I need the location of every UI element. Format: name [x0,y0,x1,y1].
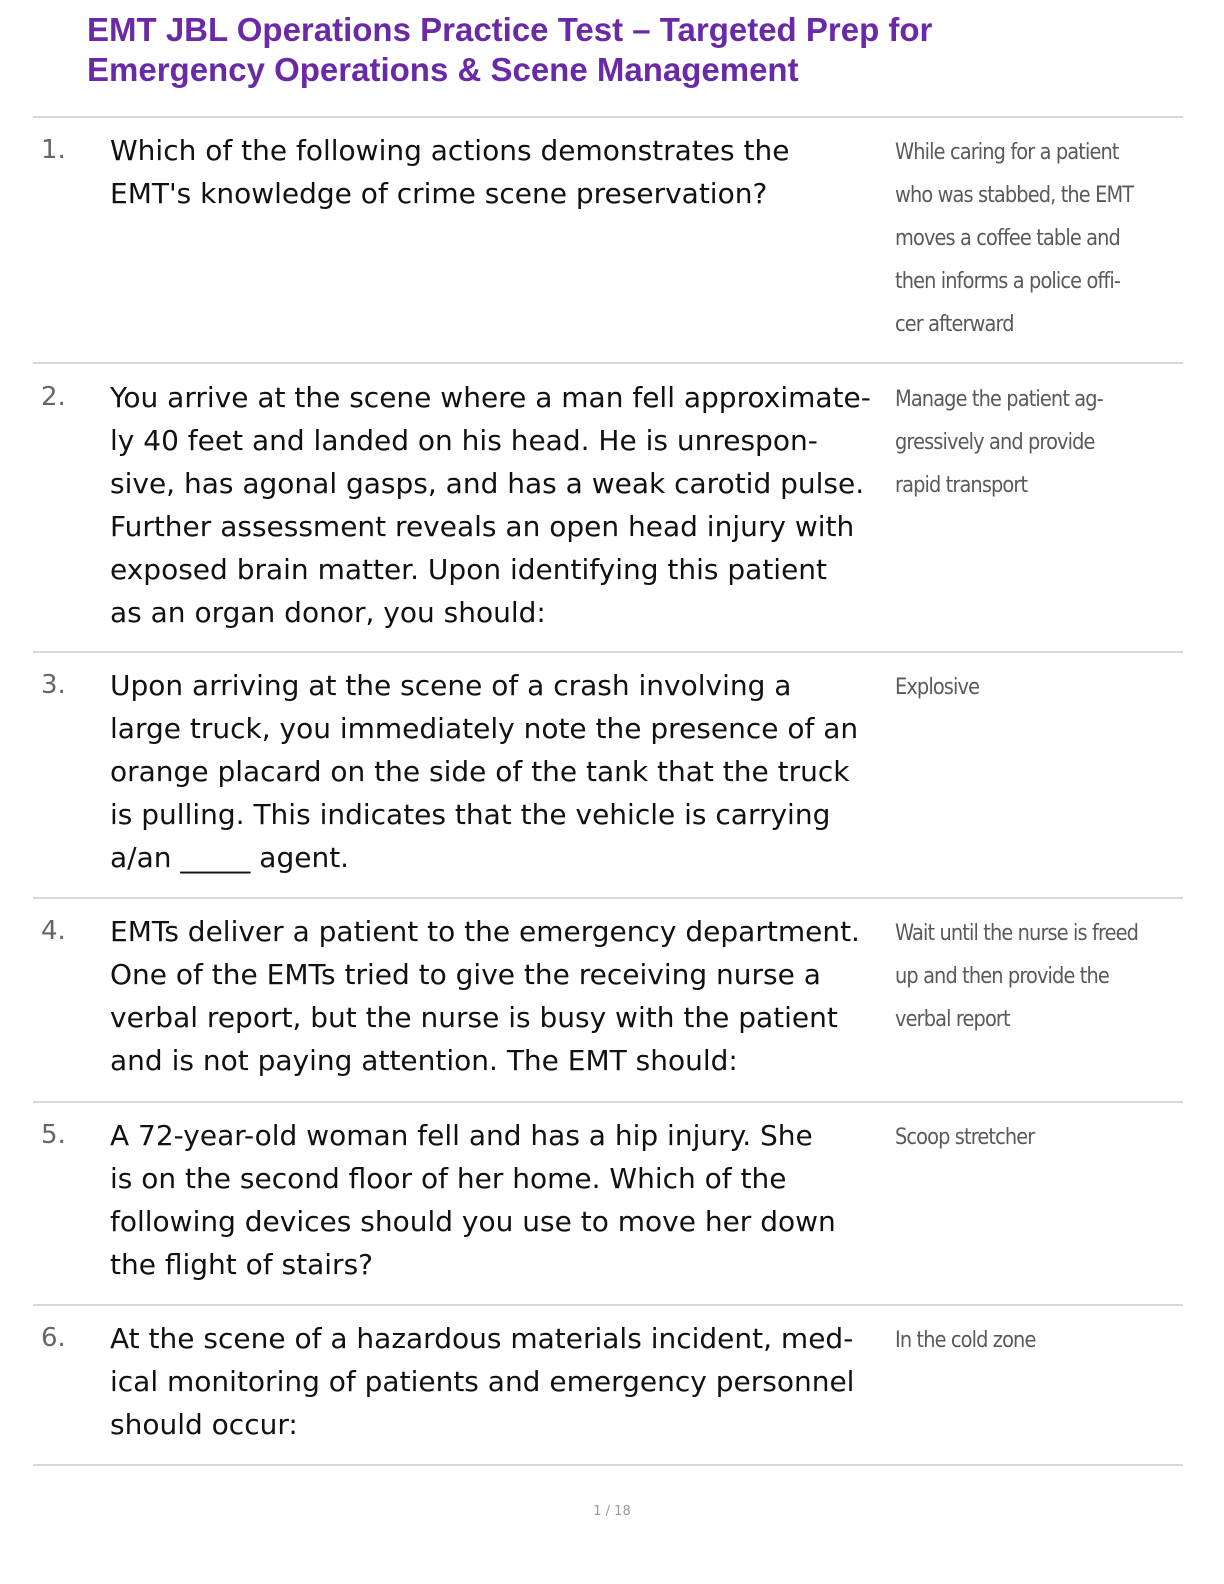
question-number: 5. [41,1120,66,1150]
question-line: EMT's knowledge of crime scene preservation? [110,177,768,210]
page-title [87,10,1147,90]
question-number: 4. [41,916,66,946]
question-line: Which of the following actions demonstrates the [110,134,790,167]
answer-line: moves a coffee table and [895,226,1120,251]
question-text [110,1317,854,1446]
answer-line: gressively and provide [895,430,1095,455]
question-number: 2. [41,382,66,412]
divider [33,651,1183,653]
answer-line: then informs a police offi- [895,269,1120,294]
question-line: sive, has agonal gasps, and has a weak carotid pulse. [110,467,865,500]
question-text [110,664,858,879]
divider [33,1304,1183,1306]
question-line: You arrive at the scene where a man fell approximate- [110,381,871,414]
question-line: One of the EMTs tried to give the receiving nurse a [110,958,821,991]
question-line: exposed brain matter. Upon identifying this patient [110,553,828,586]
answer-line: cer afterward [895,312,1014,337]
answer-line: Explosive [895,675,980,700]
answer-line: While caring for a patient [895,140,1119,165]
answer-text [895,378,1103,507]
divider [33,1464,1183,1466]
question-line: a/an _____ agent. [110,841,350,874]
question-line: Upon arriving at the scene of a crash involving a [110,669,792,702]
answer-text [895,666,979,709]
question-line: is on the second floor of her home. Which of the [110,1162,787,1195]
question-line: verbal report, but the nurse is busy with the patient [110,1001,838,1034]
answer-line: In the cold zone [895,1328,1036,1353]
divider [33,1101,1183,1103]
question-line: as an organ donor, you should: [110,596,546,629]
question-text [110,1114,836,1286]
question-text [110,910,860,1082]
question-line: A 72-year-old woman fell and has a hip injury. She [110,1119,813,1152]
question-line: should occur: [110,1408,298,1441]
question-number: 1. [41,135,66,165]
answer-line: up and then provide the [895,964,1109,989]
answer-line: Wait until the nurse is freed [895,921,1139,946]
question-line: EMTs deliver a patient to the emergency department. [110,915,860,948]
answer-text [895,912,1138,1041]
answer-line: verbal report [895,1007,1010,1032]
question-number: 6. [41,1323,66,1353]
question-text [110,129,789,215]
divider [33,116,1183,118]
answer-text [895,131,1133,346]
question-line: following devices should you use to move her down [110,1205,836,1238]
answer-line: who was stabbed, the EMT [895,183,1134,208]
question-line: large truck, you immediately note the presence of an [110,712,859,745]
question-line: is pulling. This indicates that the vehicle is carrying [110,798,831,831]
divider [33,362,1183,364]
answer-line: rapid transport [895,473,1028,498]
question-line: ly 40 feet and landed on his head. He is unrespon- [110,424,818,457]
question-line: At the scene of a hazardous materials incident, med- [110,1322,854,1355]
question-line: and is not paying attention. The EMT should: [110,1044,738,1077]
answer-line: Scoop stretcher [895,1125,1035,1150]
question-number: 3. [41,670,66,700]
question-line: orange placard on the side of the tank that the truck [110,755,850,788]
answer-text [895,1116,1034,1159]
divider [33,897,1183,899]
answer-line: Manage the patient ag- [895,387,1103,412]
answer-text [895,1319,1035,1362]
title-line: EMT JBL Operations Practice Test – Targeted Prep for [87,11,933,48]
question-line: Further assessment reveals an open head injury with [110,510,855,543]
question-line: the flight of stairs? [110,1248,374,1281]
question-line: ical monitoring of patients and emergency personnel [110,1365,855,1398]
title-line: Emergency Operations & Scene Management [87,51,799,88]
page-indicator: 1 / 18 [593,1504,631,1519]
question-text [110,376,871,634]
